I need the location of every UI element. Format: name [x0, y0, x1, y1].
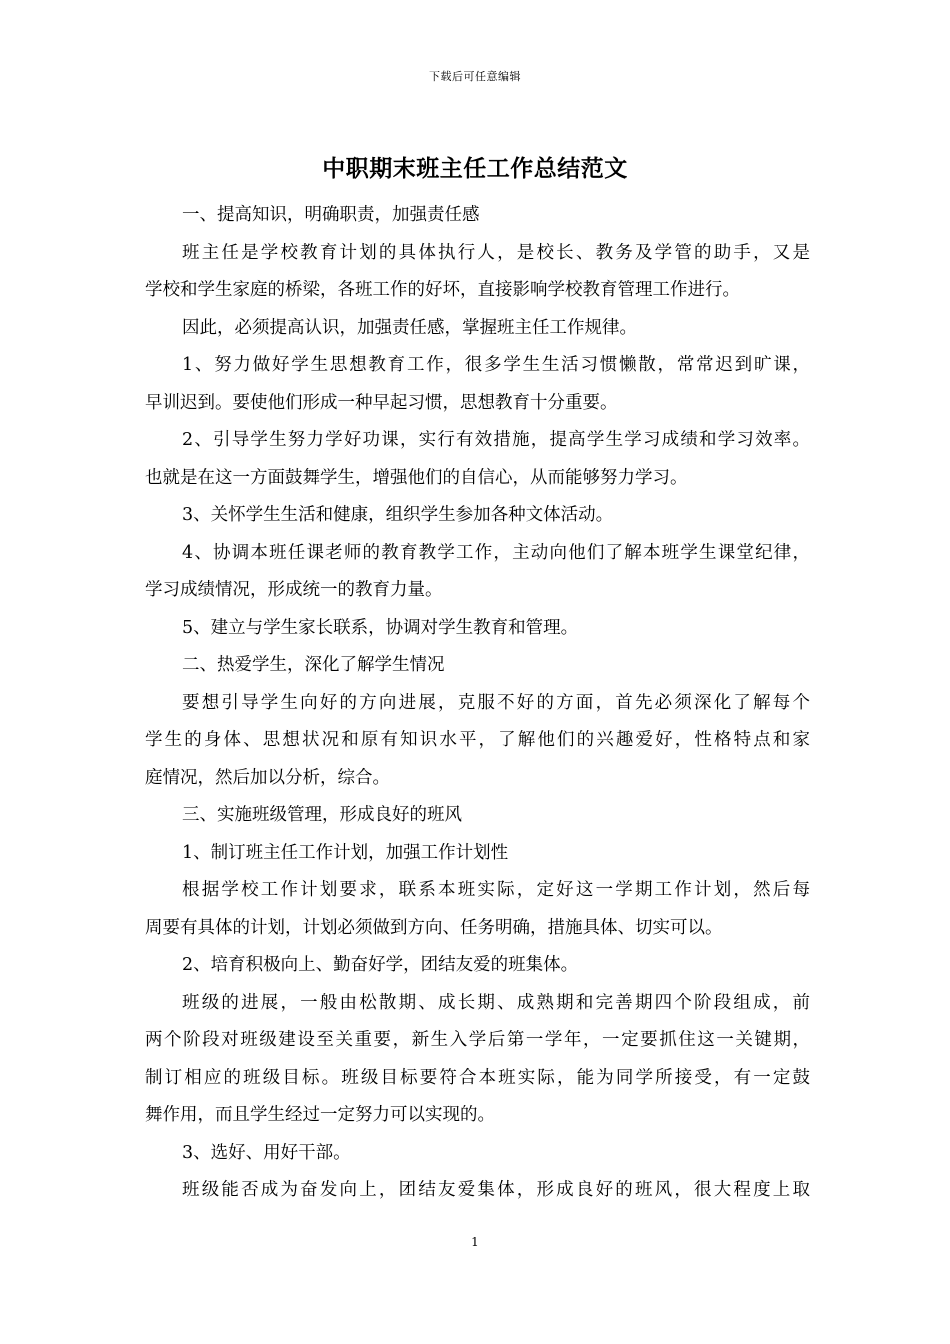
paragraph-line: 班主任是学校教育计划的具体执行人，是校长、教务及学管的助手，又是 — [182, 242, 810, 263]
list-item-line: 1、努力做好学生思想教育工作，很多学生生活习惯懒散，常常迟到旷课， — [182, 355, 810, 375]
page-header-note: 下载后可任意编辑 — [429, 70, 521, 83]
list-item-line: 早训迟到。要使他们形成一种早起习惯，思想教育十分重要。 — [145, 392, 618, 413]
paragraph-line: 根据学校工作计划要求，联系本班实际，定好这一学期工作计划，然后每 — [182, 880, 810, 900]
section-heading-3: 三、实施班级管理，形成良好的班风 — [182, 805, 462, 825]
paragraph-line: 要想引导学生向好的方向进展，克服不好的方面，首先必须深化了解每个 — [182, 692, 810, 713]
list-item-line: 5、建立与学生家长联系，协调对学生教育和管理。 — [182, 617, 579, 638]
list-item-line: 2、培育积极向上、勤奋好学，团结友爱的班集体。 — [182, 955, 579, 975]
list-item-line: 1、制订班主任工作计划，加强工作计划性 — [182, 842, 509, 863]
paragraph-line: 学校和学生家庭的桥梁，各班工作的好坏，直接影响学校教育管理工作进行。 — [145, 280, 740, 300]
list-item-line: 4、协调本班任课老师的教育教学工作，主动向他们了解本班学生课堂纪律， — [182, 542, 810, 563]
list-item-line: 3、关怀学生生活和健康，组织学生参加各种文体活动。 — [182, 505, 614, 525]
section-heading-2: 二、热爱学生，深化了解学生情况 — [182, 655, 445, 675]
paragraph-line: 因此，必须提高认识，加强责任感，掌握班主任工作规律。 — [182, 317, 637, 338]
paragraph-line: 班级能否成为奋发向上，团结友爱集体，形成良好的班风，很大程度上取 — [182, 1180, 810, 1200]
paragraph-line: 学生的身体、思想状况和原有知识水平，了解他们的兴趣爱好，性格特点和家 — [145, 730, 810, 750]
document-body — [145, 197, 810, 1210]
document-title: 中职期末班主任工作总结范文 — [322, 155, 628, 182]
list-item-line: 也就是在这一方面鼓舞学生，增强他们的自信心，从而能够努力学习。 — [145, 467, 688, 488]
list-item-line: 2、引导学生努力学好功课，实行有效措施，提高学生学习成绩和学习效率。 — [182, 430, 810, 450]
paragraph-line: 舞作用，而且学生经过一定努力可以实现的。 — [145, 1105, 495, 1125]
paragraph-line: 制订相应的班级目标。班级目标要符合本班实际，能为同学所接受，有一定鼓 — [145, 1067, 810, 1088]
paragraph-line: 庭情况，然后加以分析，综合。 — [145, 767, 390, 788]
section-heading-1: 一、提高知识，明确职责，加强责任感 — [182, 205, 480, 225]
list-item-line: 3、选好、用好干部。 — [182, 1142, 351, 1163]
paragraph-line: 两个阶段对班级建设至关重要，新生入学后第一学年，一定要抓住这一关键期， — [145, 1030, 810, 1050]
paragraph-line: 班级的进展，一般由松散期、成长期、成熟期和完善期四个阶段组成，前 — [182, 992, 810, 1013]
page-number: 1 — [471, 1235, 479, 1249]
paragraph-line: 周要有具体的计划，计划必须做到方向、任务明确，措施具体、切实可以。 — [145, 917, 723, 938]
list-item-line: 学习成绩情况，形成统一的教育力量。 — [145, 580, 443, 600]
